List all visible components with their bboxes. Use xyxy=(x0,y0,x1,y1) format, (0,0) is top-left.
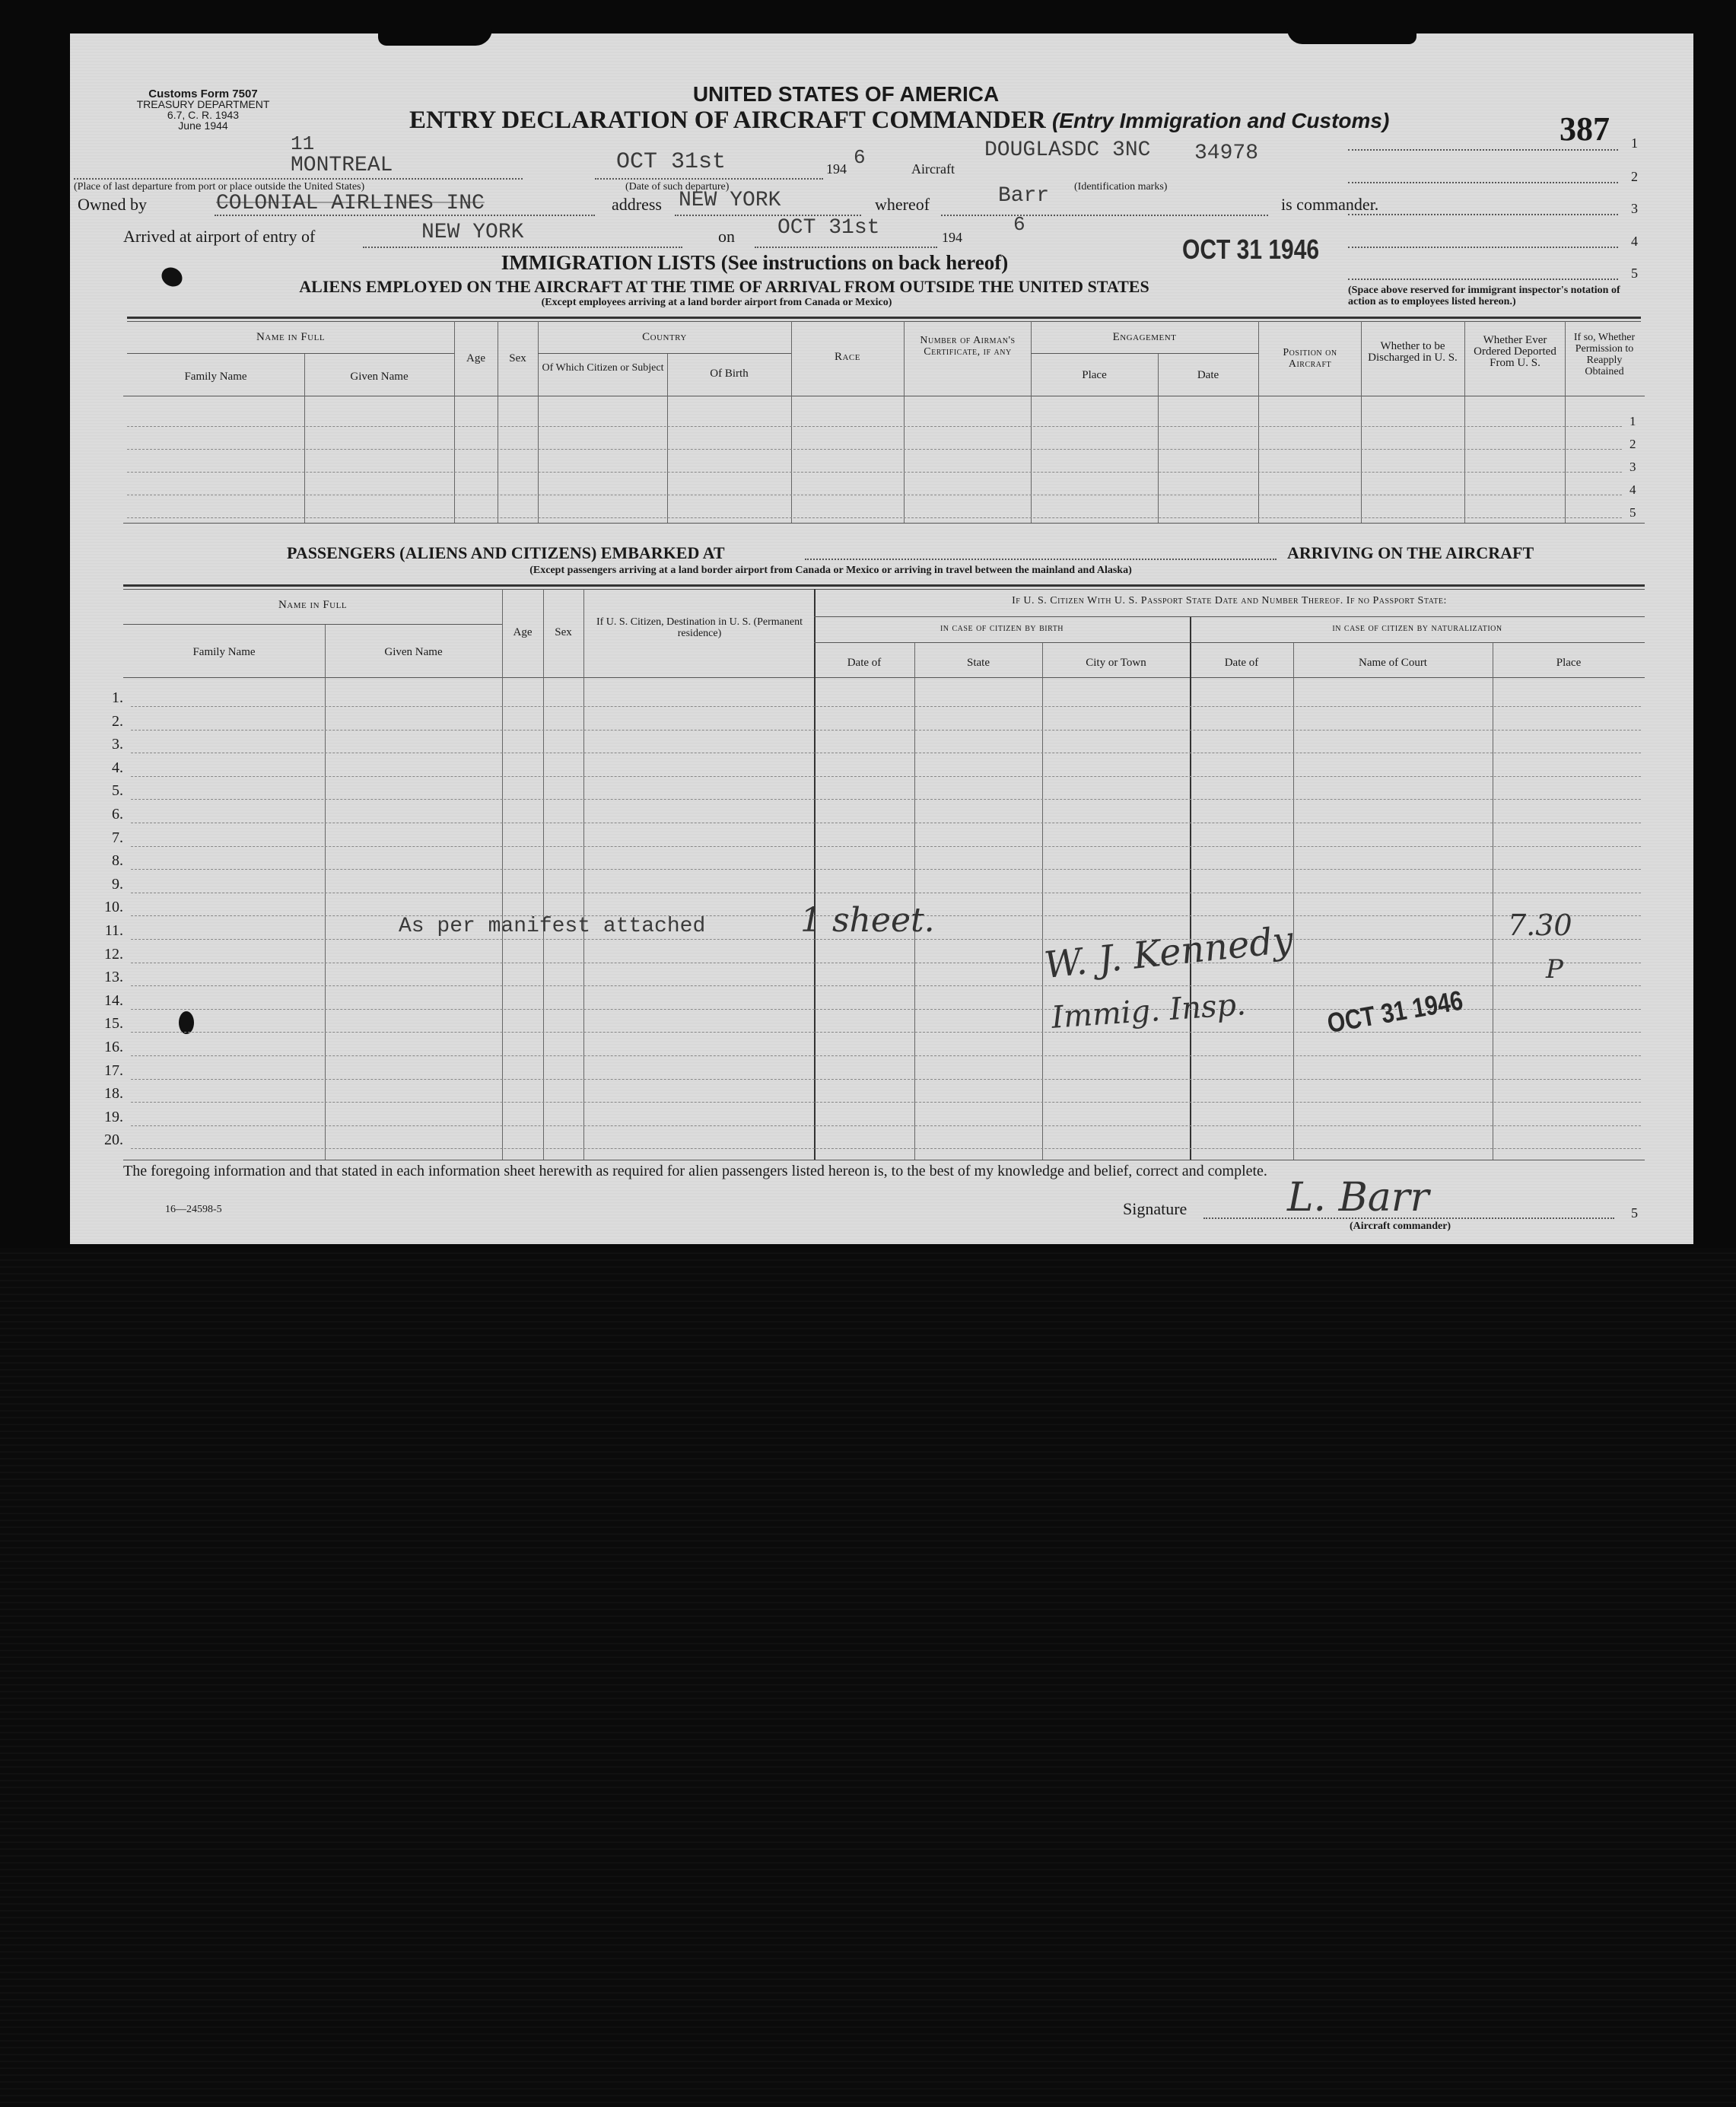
passenger-row-line xyxy=(131,776,1641,777)
inspector-signature: W. J. Kennedy xyxy=(1041,918,1296,988)
imm-header-name: Name in Full xyxy=(256,331,326,343)
arrival-date-line xyxy=(755,247,937,248)
punch-mark xyxy=(158,264,186,291)
inspector-time: 7.30 xyxy=(1508,909,1572,942)
aircraft-value: DOUGLASDC 3NC xyxy=(984,138,1151,162)
identification-caption: (Identification marks) xyxy=(1074,181,1168,193)
imm-header-discharged: Whether to be Discharged in U. S. xyxy=(1368,340,1458,364)
pass-subheader xyxy=(123,624,502,625)
passenger-row-number: 2. xyxy=(112,712,123,730)
passenger-row-number: 10. xyxy=(104,899,123,916)
passenger-row-number: 6. xyxy=(112,806,123,823)
torn-edge xyxy=(1287,29,1416,44)
pass-subheader xyxy=(814,616,1645,617)
handwritten-sheet-count: 1 sheet. xyxy=(800,901,935,940)
passenger-row-number: 17. xyxy=(104,1061,123,1079)
imm-col xyxy=(1565,321,1566,523)
passenger-row-line xyxy=(131,846,1641,847)
passenger-row-number: 9. xyxy=(112,875,123,893)
pass-col xyxy=(543,589,544,1160)
passenger-row-line xyxy=(131,1125,1641,1126)
pass-col xyxy=(1293,642,1294,1160)
reserved-line-4 xyxy=(1348,247,1618,248)
imm-header-race: Race xyxy=(834,351,860,363)
imm-header-sex: Sex xyxy=(509,352,526,364)
imm-row xyxy=(127,517,1622,518)
passenger-row-number: 5. xyxy=(112,782,123,800)
passenger-row-number: 1. xyxy=(112,689,123,706)
arrival-date-stamp: OCT 31 1946 xyxy=(1182,234,1320,266)
passenger-row-number: 18. xyxy=(104,1085,123,1103)
passenger-row-number: 19. xyxy=(104,1108,123,1125)
flight-number: 11 xyxy=(291,132,315,155)
imm-header-permission: If so, Whether Permission to Reapply Obtained xyxy=(1573,332,1636,377)
arrival-year-prefix: 194 xyxy=(942,230,962,245)
form-sheet xyxy=(70,33,1693,1244)
pass-subheader xyxy=(814,642,1645,643)
imm-header-place: Place xyxy=(1082,369,1107,381)
imm-subheader xyxy=(127,353,454,354)
imm-col xyxy=(454,321,455,523)
passengers-title-left: PASSENGERS (ALIENS AND CITIZENS) EMBARKED AT xyxy=(287,543,725,562)
departure-year-prefix: 194 xyxy=(826,161,847,177)
signature-caption: (Aircraft commander) xyxy=(1350,1221,1451,1232)
passenger-row-line xyxy=(131,1032,1641,1033)
scan-background xyxy=(0,1248,1736,2107)
passenger-row-number: 11. xyxy=(104,922,123,939)
inspector-mark: P xyxy=(1546,954,1563,985)
imm-subheader xyxy=(1031,353,1258,354)
owner-name: COLONIAL AIRLINES INC xyxy=(216,192,485,215)
departure-date-line xyxy=(595,178,823,180)
imm-header-cert: Number of Airman's Certificate, if any xyxy=(920,335,1016,358)
pass-header-by-naturalization: in case of citizen by naturalization xyxy=(1332,622,1502,634)
reserved-number-3: 3 xyxy=(1631,201,1638,216)
pass-header-name: Name in Full xyxy=(278,599,348,611)
passenger-row-line xyxy=(131,1102,1641,1103)
imm-header-citizen: Of Which Citizen or Subject xyxy=(542,362,664,374)
commander-signature: L. Barr xyxy=(1287,1175,1429,1221)
passenger-row-line xyxy=(131,869,1641,870)
embarked-at-line xyxy=(805,559,1277,560)
form-id-line1: Customs Form 7507 xyxy=(148,88,258,100)
reserved-line-3 xyxy=(1348,214,1618,215)
imm-header-country: Country xyxy=(642,331,687,343)
pass-table-top xyxy=(123,584,1645,587)
sheet-number: 387 xyxy=(1560,110,1610,148)
imm-header-engagement: Engagement xyxy=(1112,331,1177,343)
aircraft-label: Aircraft xyxy=(911,161,955,177)
imm-header-birth: Of Birth xyxy=(710,368,749,380)
immigration-title: IMMIGRATION LISTS (See instructions on back hereof) xyxy=(501,251,1009,274)
imm-row-number: 2 xyxy=(1629,437,1636,451)
signature-label: Signature xyxy=(1123,1199,1188,1218)
passenger-row-line xyxy=(131,799,1641,800)
arrived-label: Arrived at airport of entry of xyxy=(123,227,316,246)
passenger-row-number: 4. xyxy=(112,759,123,776)
imm-col xyxy=(1361,321,1362,523)
imm-row-number: 5 xyxy=(1629,505,1636,520)
aircraft-number: 34978 xyxy=(1194,142,1259,165)
passenger-row-number: 16. xyxy=(104,1039,123,1055)
pass-header-bottom xyxy=(123,677,1645,678)
arrival-date: OCT 31st xyxy=(777,216,880,240)
passengers-note: (Except passengers arriving at a land border airport from Canada or Mexico or arriving in travel between the mainland and Alaska) xyxy=(529,565,1132,576)
owned-by-label: Owned by xyxy=(78,195,148,214)
is-commander-label: is commander. xyxy=(1281,195,1379,214)
pass-header-date-of: Date of xyxy=(847,657,882,669)
immigration-table-bottom xyxy=(123,523,1645,524)
form-id-line4: June 1944 xyxy=(178,119,228,132)
whereof-label: whereof xyxy=(875,195,930,214)
inspector-title: Immig. Insp. xyxy=(1050,987,1248,1036)
passenger-row-line xyxy=(131,1148,1641,1149)
immigration-note: (Except employees arriving at a land border airport from Canada or Mexico) xyxy=(541,297,892,308)
pass-table-top-2 xyxy=(123,589,1645,590)
owner-line xyxy=(215,215,595,216)
pass-header-state: State xyxy=(967,657,990,669)
imm-header-age: Age xyxy=(466,352,485,364)
reserved-line-1 xyxy=(1348,149,1618,151)
pass-header-age: Age xyxy=(513,626,533,638)
imm-header-given: Given Name xyxy=(350,371,409,383)
pass-header-family: Family Name xyxy=(192,646,256,658)
passenger-row-line xyxy=(131,1079,1641,1080)
imm-header-deported: Whether Ever Ordered Deported From U. S. xyxy=(1474,334,1556,369)
imm-header-family: Family Name xyxy=(184,371,247,383)
form-title-suffix: (Entry Immigration and Customs) xyxy=(1051,109,1390,132)
imm-col xyxy=(904,321,905,523)
pass-col xyxy=(502,589,503,1160)
departure-place-line xyxy=(74,178,523,180)
departure-year-digit: 6 xyxy=(854,146,866,169)
departure-date: OCT 31st xyxy=(616,149,727,175)
passenger-row-line xyxy=(131,1055,1641,1056)
reserved-number-1: 1 xyxy=(1631,135,1638,151)
imm-col xyxy=(1464,321,1465,523)
reserved-line-2 xyxy=(1348,182,1618,183)
imm-col xyxy=(1258,321,1259,523)
imm-header-position: Position on Aircraft xyxy=(1283,347,1337,370)
passenger-row-number: 8. xyxy=(112,852,123,870)
owner-address: NEW YORK xyxy=(679,189,781,212)
pass-header-by-birth: in case of citizen by birth xyxy=(940,622,1064,634)
imm-row xyxy=(127,449,1622,450)
country-heading: UNITED STATES OF AMERICA xyxy=(692,82,1000,106)
departure-place-caption: (Place of last departure from port or place outside the United States) xyxy=(74,181,365,193)
passenger-row-line xyxy=(131,706,1641,707)
punch-mark xyxy=(179,1011,194,1034)
form-title-main: ENTRY DECLARATION OF AIRCRAFT COMMANDER xyxy=(409,107,1046,134)
arrival-port-line xyxy=(363,247,682,248)
imm-header-date: Date xyxy=(1197,369,1219,381)
imm-row-number: 3 xyxy=(1629,460,1636,474)
arrival-port: NEW YORK xyxy=(421,221,524,244)
passenger-row-line xyxy=(131,985,1641,986)
form-title xyxy=(409,107,1389,135)
reserved-number-4: 4 xyxy=(1631,234,1638,249)
pass-col xyxy=(1042,642,1043,1160)
imm-subheader xyxy=(538,353,791,354)
torn-edge xyxy=(378,29,492,46)
pass-header-date-of-2: Date of xyxy=(1224,657,1259,669)
reserved-note: (Space above reserved for immigrant inspector's notation of action as to employees listed hereon.) xyxy=(1348,285,1620,307)
passenger-row-number: 13. xyxy=(104,969,123,986)
address-label: address xyxy=(612,195,662,214)
pass-col xyxy=(583,589,584,1160)
immigration-table-top xyxy=(127,317,1641,319)
departure-date-caption: (Date of such departure) xyxy=(625,181,730,193)
arrival-year-digit: 6 xyxy=(1013,213,1025,236)
passenger-row-number: 15. xyxy=(104,1015,123,1033)
imm-row xyxy=(127,472,1622,473)
pass-header-city: City or Town xyxy=(1086,657,1146,669)
reserved-number-5: 5 xyxy=(1631,266,1638,281)
imm-row-number: 4 xyxy=(1629,482,1636,497)
imm-row xyxy=(127,426,1622,427)
immigration-table-top-2 xyxy=(127,321,1641,322)
pass-header-court: Name of Court xyxy=(1359,657,1427,669)
passenger-row-number: 7. xyxy=(112,829,123,846)
manifest-note: As per manifest attached xyxy=(399,915,706,938)
commander-name: Barr xyxy=(998,184,1050,208)
form-id-line3: 6.7, C. R. 1943 xyxy=(167,109,240,121)
pass-col xyxy=(814,589,816,1160)
pass-header-place: Place xyxy=(1556,657,1582,669)
imm-col xyxy=(1031,321,1032,523)
form-id-line2: TREASURY DEPARTMENT xyxy=(136,98,270,110)
imm-col xyxy=(538,321,539,523)
passenger-row-number: 20. xyxy=(104,1131,123,1149)
immigration-subtitle: ALIENS EMPLOYED ON THE AIRCRAFT AT THE TIME OF ARRIVAL FROM OUTSIDE THE UNITED STATES xyxy=(299,277,1149,296)
pass-header-given: Given Name xyxy=(384,646,443,658)
reserved-number-2: 2 xyxy=(1631,169,1638,184)
imm-row-number: 1 xyxy=(1629,414,1636,428)
print-code: 16—24598-5 xyxy=(165,1204,222,1215)
passenger-row-number: 3. xyxy=(112,736,123,753)
declaration-text: The foregoing information and that stated in each information sheet herewith as required for alien passengers listed hereon is, to the best of my knowledge and belief, correct and complete. xyxy=(123,1163,1267,1179)
on-label: on xyxy=(718,227,735,246)
inspection-date-stamp: OCT 31 1946 xyxy=(1324,985,1466,1039)
pass-header-sex: Sex xyxy=(555,626,572,638)
signature-line-number: 5 xyxy=(1631,1205,1638,1221)
reserved-line-5 xyxy=(1348,278,1618,280)
commander-line xyxy=(941,215,1268,216)
departure-place: MONTREAL xyxy=(291,154,393,177)
pass-header-passport: If U. S. Citizen With U. S. Passport State Date and Number Thereof. If no Passport State: xyxy=(1012,595,1447,606)
passenger-row-number: 12. xyxy=(104,945,123,963)
passenger-row-number: 14. xyxy=(104,991,123,1009)
passengers-title-right: ARRIVING ON THE AIRCRAFT xyxy=(1287,543,1534,562)
pass-header-destination: If U. S. Citizen, Destination in U. S. (Permanent residence) xyxy=(596,616,803,639)
